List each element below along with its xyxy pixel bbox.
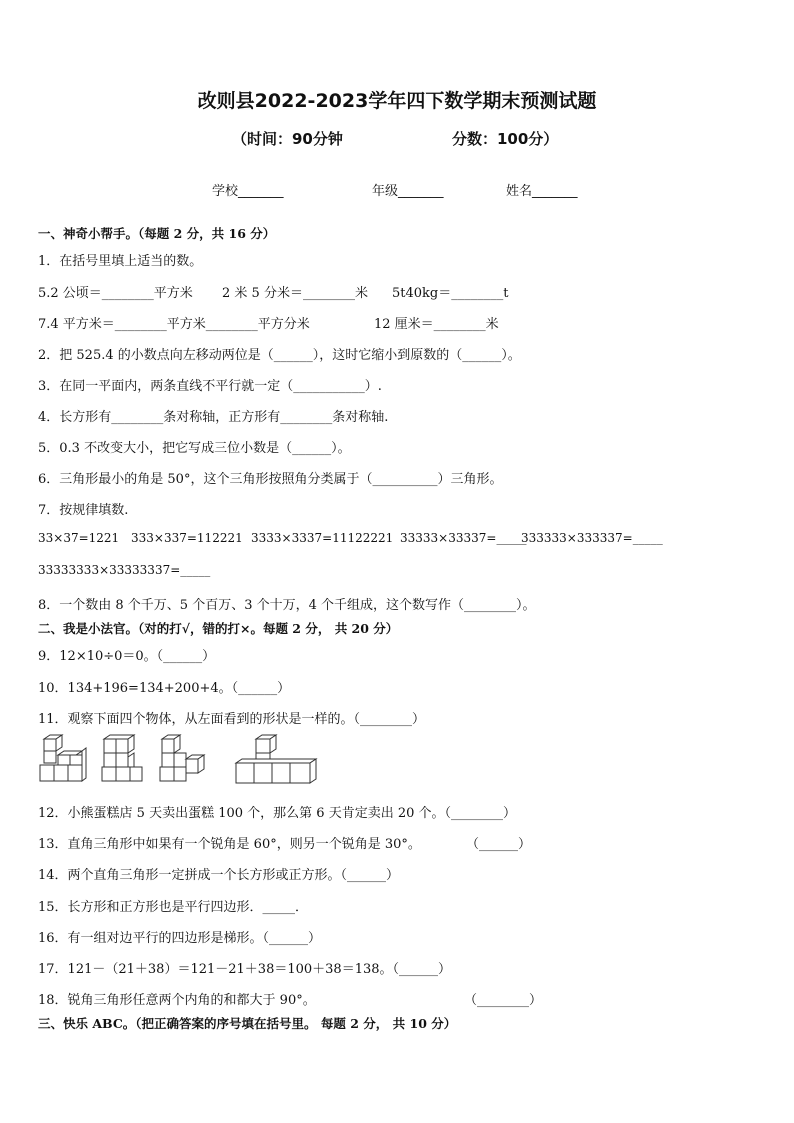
question-5: 5．0.3 不改变大小，把它写成三位小数是（______）。	[38, 441, 351, 456]
question-8: 8．一个数由 8 个千万、5 个百万、3 个十万，4 个千组成，这个数写作（________）。	[38, 598, 536, 613]
question-1: 1．在括号里填上适当的数。	[38, 254, 203, 269]
question-1-b: 2 米 5 分米＝________米	[222, 286, 368, 301]
question-1-a: 5.2 公顷＝________平方米	[38, 286, 193, 301]
question-4: 4．长方形有________条对称轴，正方形有________条对称轴.	[38, 410, 389, 425]
question-11: 11．观察下面四个物体，从左面看到的形状是一样的。（________）	[38, 712, 426, 727]
question-12: 12．小熊蛋糕店 5 天卖出蛋糕 100 个，那么第 6 天肯定卖出 20 个。（________）	[38, 806, 516, 821]
question-2: 2．把 525.4 的小数点向左移动两位是（______），这时它缩小到原数的（______）。	[38, 348, 521, 363]
question-18-blank: （________）	[464, 993, 543, 1008]
question-6: 6．三角形最小的角是 50°，这个三角形按照角分类属于（__________）三角形。	[38, 472, 503, 487]
question-16: 16．有一组对边平行的四边形是梯形。（______）	[38, 931, 322, 946]
question-10: 10．134+196=134+200+4。（______）	[38, 681, 291, 696]
question-13: 13．直角三角形中如果有一个锐角是 60°，则另一个锐角是 30°。	[38, 837, 421, 852]
exam-time: （时间：90分钟	[232, 130, 343, 148]
question-1-d: 7.4 平方米＝________平方米________平方分米	[38, 317, 310, 332]
question-3: 3．在同一平面内，两条直线不平行就一定（___________）.	[38, 379, 382, 394]
question-13-blank: （______）	[466, 837, 532, 852]
cube-figures	[38, 733, 328, 789]
section-1-heading: 一、神奇小帮手。（每题 2 分，共 16 分）	[38, 226, 276, 241]
question-7-c: 3333×3337=11122221	[251, 531, 394, 545]
page-title: 改则县2022-2023学年四下数学期末预测试题	[197, 90, 597, 112]
grade-field: 年级_______	[372, 184, 444, 199]
cube-figure-2	[102, 735, 142, 781]
cube-figure-3	[160, 735, 204, 781]
question-7-d: 33333×33337=_____	[400, 531, 527, 545]
question-7: 7．按规律填数.	[38, 503, 129, 518]
question-18: 18．锐角三角形任意两个内角的和都大于 90°。	[38, 993, 316, 1008]
question-7-e: 333333×333337=_____	[521, 531, 663, 545]
question-1-c: 5t40kg＝________t	[392, 286, 509, 301]
question-9: 9．12×10÷0＝0。（______）	[38, 649, 216, 664]
cube-figure-4	[236, 735, 316, 783]
school-field: 学校_______	[212, 184, 284, 199]
question-7-f: 33333333×33333337=_____	[38, 563, 211, 577]
section-3-heading: 三、快乐 ABC。（把正确答案的序号填在括号里。 每题 2 分， 共 10 分）	[38, 1016, 457, 1031]
question-17: 17．121－（21＋38）＝121－21＋38＝100＋38＝138。（______）	[38, 962, 452, 977]
question-1-e: 12 厘米＝________米	[374, 317, 499, 332]
question-7-a: 33×37=1221	[38, 531, 120, 545]
exam-score: 分数：100分）	[452, 130, 559, 148]
question-15: 15．长方形和正方形也是平行四边形．_____．	[38, 900, 309, 915]
question-14: 14．两个直角三角形一定拼成一个长方形或正方形。（______）	[38, 868, 400, 883]
section-2-heading: 二、我是小法官。（对的打√，错的打×。每题 2 分， 共 20 分）	[38, 621, 399, 636]
cube-figure-1	[40, 735, 86, 781]
question-7-b: 333×337=112221	[131, 531, 243, 545]
name-field: 姓名_______	[506, 184, 578, 199]
